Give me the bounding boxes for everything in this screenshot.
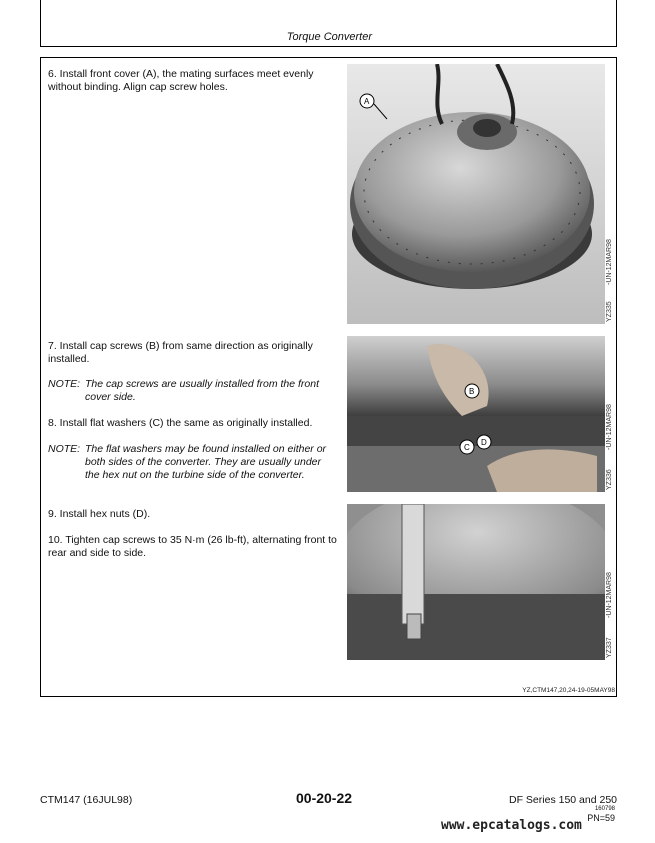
- photo-2-date: -UN-12MAR98: [606, 404, 613, 450]
- watermark: www.epcatalogs.com: [441, 818, 582, 833]
- note-body: The flat washers may be found installed on either or both sides of the converter. They are usually under the hex nut on the turbine side of the converter.: [85, 443, 327, 481]
- photo-front-cover-image: [347, 64, 605, 324]
- step-10: 10. Tighten cap screws to 35 N·m (26 lb-ft), alternating front to rear and side to side.: [48, 534, 337, 559]
- manual-id: CTM147 (16JUL98): [40, 794, 133, 806]
- photo-1-code: YZ335: [606, 301, 613, 322]
- step-6: 6. Install front cover (A), the mating surfaces meet evenly without binding. Align cap screw holes.: [48, 68, 314, 93]
- date-code: 160798: [594, 806, 615, 812]
- reference-code: YZ,CTM147,20,24-19-05MAY98: [522, 687, 615, 694]
- photo-1-date: -UN-12MAR98: [606, 239, 613, 285]
- photo-3-code: YZ337: [606, 637, 613, 658]
- pn-number: PN=59: [587, 813, 615, 823]
- photo-front-cover: [347, 64, 605, 324]
- note-label: NOTE:: [48, 443, 81, 455]
- photo-2-code: YZ336: [606, 469, 613, 490]
- section-title: Torque Converter: [286, 31, 372, 43]
- note-1: [48, 378, 338, 404]
- callout-b: B: [469, 387, 475, 396]
- callout-d: D: [481, 438, 487, 447]
- step-7: 7. Install cap screws (B) from same direction as originally installed.: [48, 340, 313, 365]
- series-name: DF Series 150 and 250: [509, 794, 617, 806]
- header-box: [40, 0, 617, 47]
- note-body: The cap screws are usually installed from the front cover side.: [85, 378, 320, 403]
- photo-cap-screws-image: [347, 336, 605, 492]
- photo-tighten-screws-image: [347, 504, 605, 660]
- photo-cap-screws: [347, 336, 605, 492]
- note-2: [48, 443, 338, 482]
- photo-3-date: -UN-12MAR98: [606, 572, 613, 618]
- photo-tighten-screws: [347, 504, 605, 660]
- note-label: NOTE:: [48, 378, 81, 390]
- callout-a: A: [364, 97, 370, 106]
- callout-c: C: [464, 443, 470, 452]
- step-9: 9. Install hex nuts (D).: [48, 508, 151, 520]
- page-number: 00-20-22: [296, 790, 353, 806]
- step-8: 8. Install flat washers (C) the same as originally installed.: [48, 417, 313, 429]
